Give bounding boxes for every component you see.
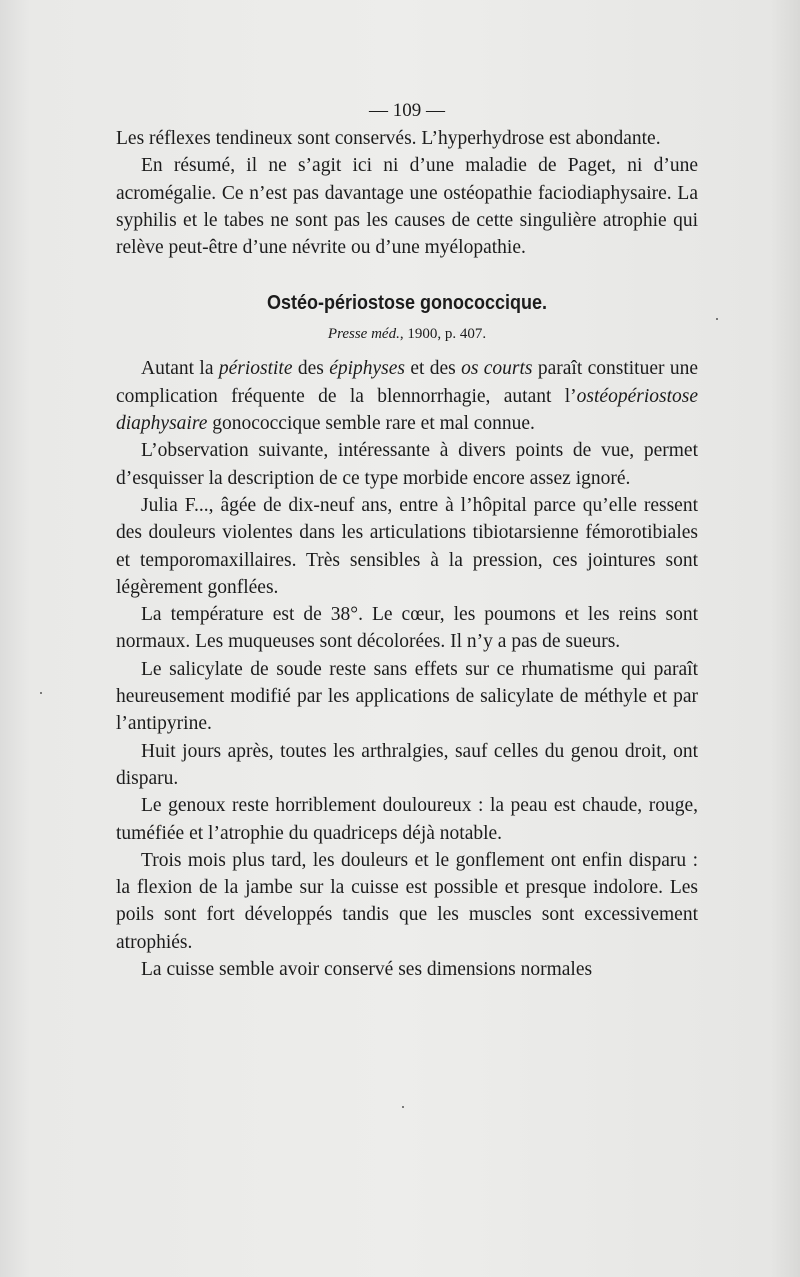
intro-text-1: Autant la	[141, 358, 219, 380]
intro-text-2: des	[292, 358, 330, 380]
section-title: Ostéo-périostose gonococcique.	[266, 292, 548, 315]
source-journal: Presse méd.	[327, 326, 400, 343]
intro-term-osteoperiostose: ostéopériostose diaphysaire	[116, 385, 698, 435]
intro-text-5: gonococcique semble rare et mal connue.	[207, 413, 535, 435]
page-number: — 109 —	[369, 100, 445, 121]
paragraph-reflexes: Les réflexes tendineux sont conservés. L’hyperhydrose est abondante.	[116, 128, 661, 149]
section-source	[116, 319, 698, 349]
page-text	[116, 90, 698, 983]
paragraph-julia: Julia F..., âgée de dix-neuf ans, entre à l’hôpital parce qu’elle ressent des douleurs violentes dans les articulations tibiotarsienne fémorotibiales et temporomaxillaires. Très sensibles à la pression, ces jointures sont légèrement gonflées.	[116, 494, 698, 598]
intro-term-periostite: périostite	[218, 358, 293, 380]
paragraph-resume: En résumé, il ne s’agit ici ni d’une maladie de Paget, ni d’une acromégalie. Ce n’est pas davantage une ostéopathie faciodiaphysaire. La syphilis et le tabes ne sont pas les causes de cette singulière atrophie qui relève peut-être d’une névrite ou d’une myélopathie.	[116, 155, 698, 259]
paragraph-intro	[116, 355, 698, 437]
paragraph-salicylate: Le salicylate de soude reste sans effets sur ce rhumatisme qui paraît heureusement modifié par les applications de salicylate de méthyle et par l’antipyrine.	[116, 658, 698, 735]
intro-text-3: et des	[405, 358, 462, 380]
paper-speck	[402, 1106, 404, 1108]
paragraph-huit-jours: Huit jours après, toutes les arthralgies, sauf celles du genou droit, ont disparu.	[116, 740, 698, 789]
paragraph-cuisse: La cuisse semble avoir conservé ses dimensions normales	[141, 959, 593, 981]
paragraph-observation: L’observation suivante, intéressante à divers points de vue, permet d’esquisser la description de ce type morbide encore assez ignoré.	[116, 440, 698, 489]
paragraph-trois-mois: Trois mois plus tard, les douleurs et le gonflement ont enfin disparu : la flexion de la jambe sur la cuisse est possible et presque indolore. Les poils sont fort développés tandis que les muscles sont excessivement atrophiés.	[116, 849, 698, 953]
paragraph-genoux: Le genoux reste horriblement douloureux : la peau est chaude, rouge, tuméfiée et l’atrophie du quadriceps déjà notable.	[116, 795, 698, 844]
intro-term-os-courts: os courts	[461, 358, 533, 380]
source-details: , 1900, p. 407.	[399, 326, 487, 343]
paragraph-temperature: La température est de 38°. Le cœur, les poumons et les reins sont normaux. Les muqueuses sont décolorées. Il n’y a pas de sueurs.	[116, 604, 698, 653]
paper-speck	[716, 318, 718, 320]
intro-text-4: paraît constituer une complication fréquente de la blennorrhagie, autant l’	[116, 358, 698, 407]
intro-term-epiphyses: épiphyses	[329, 358, 405, 380]
paper-speck	[40, 692, 42, 694]
